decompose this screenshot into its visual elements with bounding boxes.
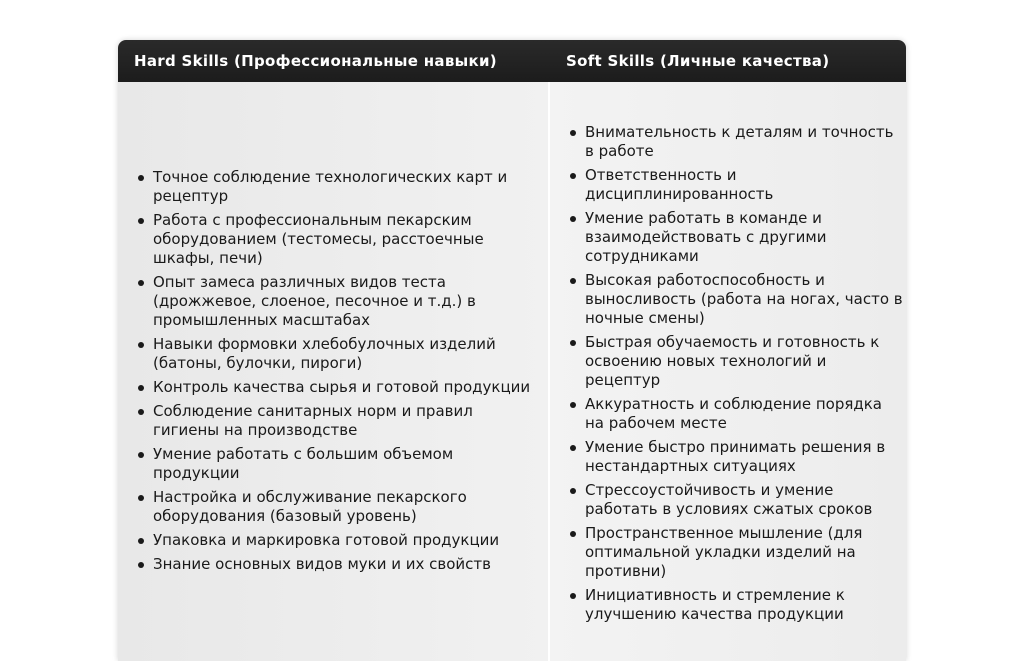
table-header-row (118, 40, 906, 82)
list-item: Стрессоустойчивость и умение работать в условиях сжатых сроков (585, 481, 903, 519)
header-soft-skills: Soft Skills (Личные качества) (566, 52, 830, 70)
list-item: Работа с профессиональным пекарским оборудованием (тестомесы, расстоечные шкафы, печи) (153, 211, 538, 268)
list-item: Точное соблюдение технологических карт и рецептур (153, 168, 538, 206)
list-item: Аккуратность и соблюдение порядка на рабочем месте (585, 395, 903, 433)
list-item: Умение работать в команде и взаимодействовать с другими сотрудниками (585, 209, 903, 266)
list-item: Быстрая обучаемость и готовность к освоению новых технологий и рецептур (585, 333, 903, 390)
list-item: Ответственность и дисциплинированность (585, 166, 903, 204)
skills-table (118, 40, 906, 661)
list-item: Упаковка и маркировка готовой продукции (153, 531, 538, 550)
hard-skills-column (118, 82, 548, 661)
list-item: Инициативность и стремление к улучшению качества продукции (585, 586, 903, 624)
list-item: Знание основных видов муки и их свойств (153, 555, 538, 574)
hard-skills-list (153, 164, 538, 579)
list-item: Умение быстро принимать решения в нестандартных ситуациях (585, 438, 903, 476)
list-item: Настройка и обслуживание пекарского оборудования (базовый уровень) (153, 488, 538, 526)
list-item: Соблюдение санитарных норм и правил гигиены на производстве (153, 402, 538, 440)
header-hard-skills: Hard Skills (Профессиональные навыки) (134, 52, 497, 70)
list-item: Умение работать с большим объемом продукции (153, 445, 538, 483)
list-item: Пространственное мышление (для оптимальной укладки изделий на противни) (585, 524, 903, 581)
list-item: Высокая работоспособность и выносливость (работа на ногах, часто в ночные смены) (585, 270, 903, 327)
list-item: Внимательность к деталям и точность в работе (585, 123, 903, 161)
soft-skills-column (550, 82, 906, 661)
list-item: Контроль качества сырья и готовой продукции (153, 378, 538, 397)
list-item: Навыки формовки хлебобулочных изделий (батоны, булочки, пироги) (153, 335, 538, 373)
soft-skills-list (585, 115, 903, 629)
list-item: Опыт замеса различных видов теста (дрожжевое, слоеное, песочное и т.д.) в промышленных масштабах (153, 273, 538, 330)
